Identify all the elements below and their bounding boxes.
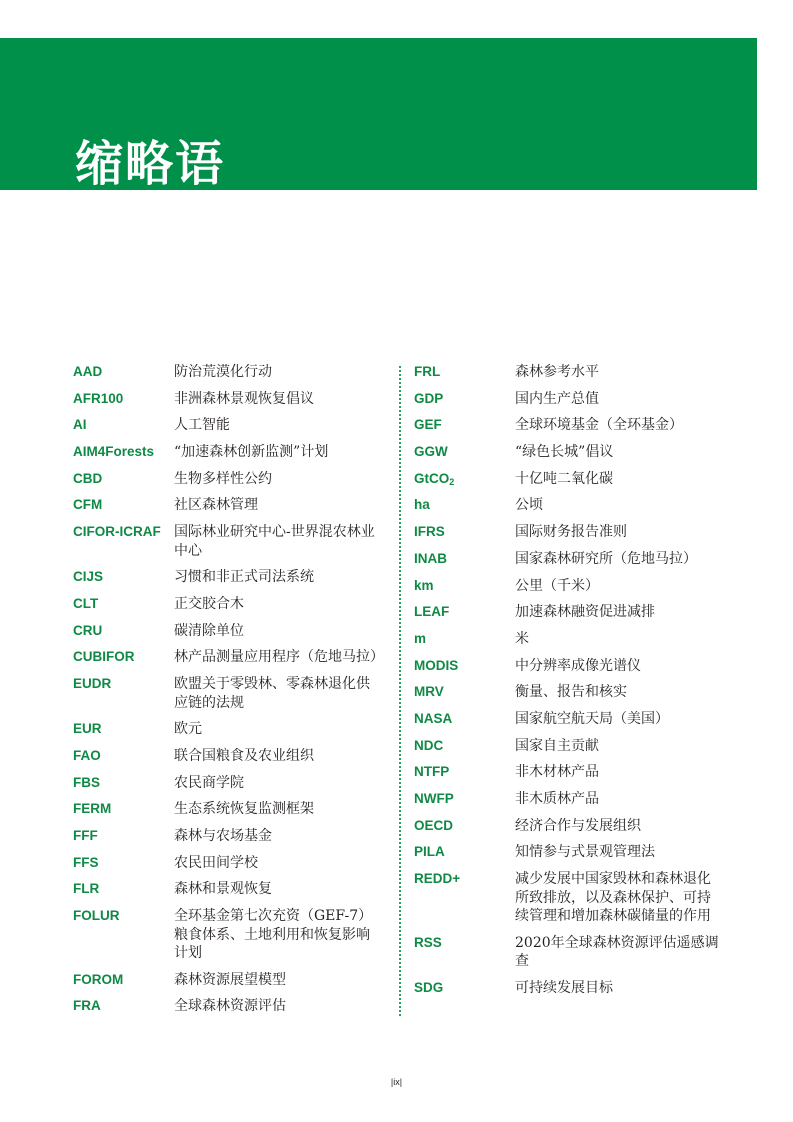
abbreviation-entry — [414, 737, 724, 756]
abbreviation-term — [414, 523, 445, 542]
abbreviation-term-text: FERM — [73, 801, 112, 817]
abbreviation-definition: 社区森林管理 — [174, 497, 258, 514]
abbreviation-entry — [414, 657, 724, 676]
abbreviation-term-text: CIJS — [73, 569, 104, 585]
abbreviation-entry — [414, 363, 724, 382]
abbreviation-term — [414, 979, 443, 998]
abbreviation-entry — [73, 470, 383, 489]
abbreviation-definition: 米 — [515, 630, 529, 647]
abbreviation-definition: 生态系统恢复监测框架 — [174, 801, 314, 818]
abbreviation-definition: 林产品测量应用程序（危地马拉） — [174, 649, 384, 666]
abbreviation-entry — [73, 416, 383, 435]
abbreviation-term-text: CLT — [73, 596, 99, 611]
abbreviation-definition: 农民田间学校 — [174, 854, 258, 871]
abbreviation-entry — [414, 550, 724, 569]
abbreviation-term — [414, 363, 440, 382]
column-divider — [399, 366, 401, 1016]
abbreviation-term-text: AFR100 — [73, 390, 124, 406]
abbreviation-term — [414, 630, 426, 649]
abbreviation-term — [414, 603, 449, 622]
abbreviation-term-text: AAD — [73, 364, 103, 379]
abbreviation-term — [73, 416, 87, 435]
abbreviation-definition: 经济合作与发展组织 — [515, 817, 641, 834]
abbreviation-definition: 公里（千米） — [515, 577, 599, 594]
abbreviation-definition: “加速森林创新监测”计划 — [174, 444, 329, 461]
abbreviation-term-text: FBS — [73, 774, 100, 790]
abbreviation-entry — [73, 971, 383, 990]
abbreviation-term-text: OECD — [414, 817, 454, 833]
abbreviation-term-text: INAB — [414, 550, 447, 566]
abbreviation-term-text: MRV — [414, 684, 444, 700]
abbreviation-term — [73, 568, 103, 587]
abbreviation-entry — [73, 800, 383, 819]
abbreviation-definition: 非木材林产品 — [515, 764, 599, 781]
abbreviation-entry — [414, 710, 724, 729]
abbreviation-entry — [73, 363, 383, 382]
abbreviation-entry — [414, 470, 724, 489]
abbreviation-term — [73, 595, 98, 614]
abbreviation-term — [414, 817, 453, 836]
abbreviation-term — [414, 763, 449, 782]
abbreviation-definition: 全球环境基金（全环基金） — [515, 417, 683, 434]
abbreviation-term — [73, 774, 100, 793]
abbreviation-term — [73, 800, 111, 819]
abbreviation-entry — [73, 648, 383, 667]
abbreviation-term — [73, 907, 120, 926]
abbreviation-definition: 国际林业研究中心-世界混农林业中心 — [174, 524, 375, 559]
abbreviation-term — [414, 657, 458, 676]
abbreviation-term — [414, 843, 445, 862]
abbreviation-term — [73, 443, 154, 462]
abbreviation-entry — [414, 870, 724, 926]
abbreviation-definition: 森林与农场基金 — [174, 828, 272, 844]
abbreviation-term-text: NTFP — [414, 764, 450, 780]
abbreviation-definition: 森林资源展望模型 — [174, 971, 286, 988]
abbreviation-entry — [414, 523, 724, 542]
abbreviation-term-text: FRL — [414, 364, 441, 379]
abbreviation-entry — [414, 416, 724, 435]
abbreviation-term — [73, 747, 101, 766]
abbreviation-term — [414, 416, 442, 435]
abbreviation-definition: 联合国粮食及农业组织 — [174, 747, 314, 764]
abbreviation-term — [73, 971, 123, 990]
abbreviation-term — [414, 577, 434, 596]
abbreviation-entry — [414, 843, 724, 862]
abbreviation-term-text: FFS — [73, 854, 99, 870]
abbreviation-entry — [73, 390, 383, 409]
abbreviation-term-text: AIM4Forests — [73, 444, 155, 460]
abbreviation-entry — [73, 747, 383, 766]
abbreviation-entry — [414, 577, 724, 596]
abbreviation-term — [414, 470, 454, 492]
abbreviation-term — [73, 880, 99, 899]
abbreviation-term — [414, 870, 460, 889]
abbreviation-definition: 可持续发展目标 — [515, 979, 613, 996]
abbreviation-term — [414, 683, 444, 702]
abbreviation-definition: 正交胶合木 — [174, 596, 244, 612]
abbreviation-definition: 中分辨率成像光谱仪 — [515, 657, 641, 674]
abbreviation-term-text: EUDR — [73, 676, 112, 692]
page-title: 缩略语 — [75, 136, 226, 192]
abbreviation-term-text: MODIS — [414, 657, 459, 673]
abbreviation-term — [73, 720, 102, 739]
abbreviation-term-text: PILA — [414, 844, 445, 860]
abbreviation-subscript: 2 — [449, 476, 455, 487]
abbreviation-definition: 欧元 — [174, 721, 202, 738]
abbreviation-definition: 习惯和非正式司法系统 — [174, 569, 314, 586]
abbreviation-term — [73, 390, 123, 409]
abbreviation-term — [73, 827, 98, 846]
abbreviation-term — [73, 675, 111, 694]
abbreviation-definition: 森林参考水平 — [515, 364, 599, 380]
abbreviation-term-text: FRA — [73, 998, 101, 1014]
abbreviation-term-text: FOLUR — [73, 908, 120, 924]
abbreviation-definition: 2020年全球森林资源评估遥感调查 — [515, 934, 719, 970]
abbreviation-term-text: FOROM — [73, 971, 124, 987]
abbreviation-term-text: RSS — [414, 934, 442, 950]
abbreviation-entry — [73, 854, 383, 873]
abbreviation-definition: 十亿吨二氧化碳 — [515, 470, 613, 487]
abbreviation-term-text: NDC — [414, 737, 444, 753]
abbreviation-entry — [73, 827, 383, 846]
page-number: |ix| — [390, 1077, 403, 1087]
abbreviation-term — [414, 550, 447, 569]
abbreviation-term-text: CBD — [73, 470, 103, 486]
abbreviation-definition: 国际财务报告准则 — [515, 524, 627, 541]
abbreviation-term — [73, 648, 135, 667]
abbreviation-list-right — [414, 363, 724, 1006]
abbreviation-definition: 国内生产总值 — [515, 390, 599, 407]
abbreviation-term — [73, 997, 101, 1016]
abbreviation-definition: 减少发展中国家毁林和森林退化所致排放，以及森林保护、可持续管理和增加森林碳储量的作用 — [515, 871, 711, 925]
abbreviation-term — [414, 443, 448, 462]
abbreviation-entry — [414, 630, 724, 649]
abbreviation-definition: 非洲森林景观恢复倡议 — [174, 390, 314, 407]
abbreviation-term — [73, 622, 102, 641]
abbreviation-entry — [73, 675, 383, 712]
abbreviation-term-text: REDD+ — [414, 871, 461, 887]
abbreviation-term-text: AI — [73, 417, 87, 433]
abbreviation-entry — [414, 390, 724, 409]
abbreviation-definition: “绿色长城”倡议 — [515, 444, 614, 461]
abbreviation-term — [73, 854, 99, 873]
abbreviation-entry — [73, 568, 383, 587]
abbreviation-entry — [73, 880, 383, 899]
abbreviation-entry — [414, 683, 724, 702]
abbreviation-definition: 加速森林融资促进减排 — [515, 604, 655, 621]
abbreviation-entry — [414, 763, 724, 782]
abbreviation-definition: 国家森林研究所（危地马拉） — [515, 550, 697, 567]
abbreviation-term — [414, 934, 442, 953]
abbreviation-entry — [73, 720, 383, 739]
abbreviation-definition: 人工智能 — [174, 417, 230, 434]
abbreviation-term — [73, 496, 102, 515]
abbreviation-term-text: CUBIFOR — [73, 649, 135, 665]
abbreviation-definition: 国家自主贡献 — [515, 737, 599, 754]
abbreviation-entry — [414, 496, 724, 515]
abbreviation-term-text: ha — [414, 497, 430, 513]
abbreviation-definition: 森林和景观恢复 — [174, 881, 272, 898]
abbreviation-definition: 防治荒漠化行动 — [174, 364, 272, 380]
abbreviation-definition: 非木质林产品 — [515, 791, 599, 807]
abbreviation-term-text: NASA — [414, 710, 453, 726]
abbreviation-term-text: CIFOR-ICRAF — [73, 524, 161, 540]
abbreviation-term — [414, 790, 454, 809]
abbreviation-term-text: LEAF — [414, 604, 450, 620]
abbreviation-term-text: km — [414, 577, 434, 593]
abbreviation-term-text: NWFP — [414, 791, 454, 806]
abbreviation-term-text: GEF — [414, 417, 442, 433]
abbreviation-definition: 生物多样性公约 — [174, 470, 272, 487]
abbreviation-term-text: GDP — [414, 390, 444, 406]
abbreviation-definition: 全球森林资源评估 — [174, 998, 286, 1015]
abbreviation-term-text: CFM — [73, 497, 103, 513]
abbreviation-term — [414, 710, 452, 729]
abbreviation-term — [73, 470, 102, 489]
abbreviation-definition: 知情参与式景观管理法 — [515, 844, 655, 861]
abbreviation-definition: 全环基金第七次充资（GEF-7）粮食体系、土地利用和恢复影响计划 — [174, 908, 373, 962]
abbreviation-entry — [73, 443, 383, 462]
abbreviation-term — [73, 363, 102, 382]
abbreviation-entry — [73, 907, 383, 963]
abbreviation-definition: 公顷 — [515, 497, 543, 514]
abbreviation-term-text: GGW — [414, 444, 448, 460]
abbreviation-list-left — [73, 363, 383, 1024]
abbreviation-entry — [73, 595, 383, 614]
abbreviation-term — [414, 737, 443, 756]
abbreviation-definition: 农民商学院 — [174, 774, 244, 791]
abbreviation-entry — [73, 774, 383, 793]
abbreviation-term-text: CRU — [73, 622, 103, 638]
abbreviation-term — [414, 390, 443, 409]
abbreviation-entry — [73, 997, 383, 1016]
abbreviation-entry — [73, 622, 383, 641]
abbreviation-entry — [73, 496, 383, 515]
abbreviation-term — [414, 496, 430, 515]
abbreviation-term-text: FLR — [73, 881, 100, 897]
abbreviation-entry — [73, 523, 383, 560]
abbreviation-entry — [414, 817, 724, 836]
abbreviation-definition: 欧盟关于零毁林、零森林退化供应链的法规 — [174, 676, 370, 711]
abbreviation-term-text: m — [414, 630, 427, 646]
abbreviation-term-text: FAO — [73, 747, 101, 763]
abbreviation-term-text: EUR — [73, 721, 102, 737]
abbreviation-entry — [414, 934, 724, 971]
abbreviation-term — [73, 523, 161, 542]
abbreviation-entry — [414, 979, 724, 998]
abbreviation-entry — [414, 790, 724, 809]
page-number-value: ix — [393, 1077, 400, 1087]
abbreviation-entry — [414, 603, 724, 622]
abbreviation-definition: 衡量、报告和核实 — [515, 684, 627, 701]
abbreviation-term-text: SDG — [414, 979, 444, 995]
abbreviation-definition: 碳清除单位 — [174, 622, 244, 639]
abbreviation-term-text: FFF — [73, 828, 98, 843]
abbreviation-term-text: GtCO — [414, 470, 450, 486]
abbreviation-entry — [414, 443, 724, 462]
abbreviation-term-text: IFRS — [414, 524, 445, 540]
abbreviation-definition: 国家航空航天局（美国） — [515, 710, 669, 727]
